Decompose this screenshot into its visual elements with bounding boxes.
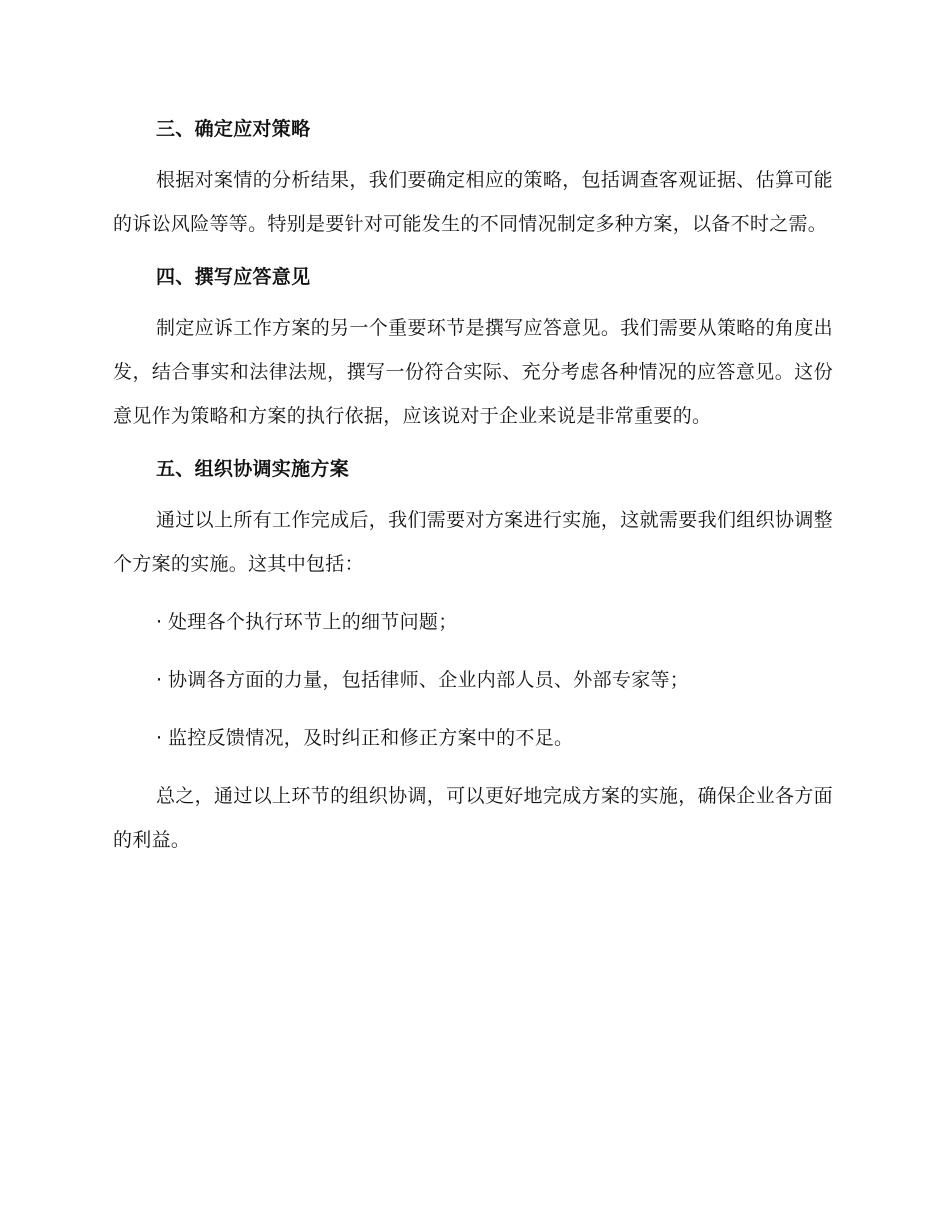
list-item xyxy=(113,600,833,644)
bullet-marker: · xyxy=(156,669,163,691)
list-item xyxy=(113,658,833,702)
list-item-text: 处理各个执行环节上的细节问题； xyxy=(168,611,458,633)
bullet-marker: · xyxy=(156,611,163,633)
section-paragraph-strategy: 根据对案情的分析结果，我们要确定相应的策略，包括调查客观证据、估算可能的诉讼风险等等。特别是要针对可能发生的不同情况制定多种方案，以备不时之需。 xyxy=(113,169,833,235)
list-item-text: 监控反馈情况，及时纠正和修正方案中的不足。 xyxy=(168,727,574,749)
section-heading-response: 四、撰写应答意见 xyxy=(156,266,311,288)
bullet-marker: · xyxy=(156,727,163,749)
section-heading-strategy: 三、确定应对策略 xyxy=(156,118,311,140)
document-body xyxy=(113,112,833,862)
section-paragraph-response: 制定应诉工作方案的另一个重要环节是撰写应答意见。我们需要从策略的角度出发，结合事实和法律法规，撰写一份符合实际、充分考虑各种情况的应答意见。这份意见作为策略和方案的执行依据，应该说对于企业来说是非常重要的。 xyxy=(113,317,833,427)
list-item xyxy=(113,716,833,760)
section-paragraph-implementation: 通过以上所有工作完成后，我们需要对方案进行实施，这就需要我们组织协调整个方案的实施。这其中包括： xyxy=(113,509,833,575)
list-item-text: 协调各方面的力量，包括律师、企业内部人员、外部专家等； xyxy=(168,669,690,691)
conclusion-paragraph: 总之，通过以上环节的组织协调，可以更好地完成方案的实施，确保企业各方面的利益。 xyxy=(113,785,833,851)
section-heading-implementation: 五、组织协调实施方案 xyxy=(156,458,350,480)
